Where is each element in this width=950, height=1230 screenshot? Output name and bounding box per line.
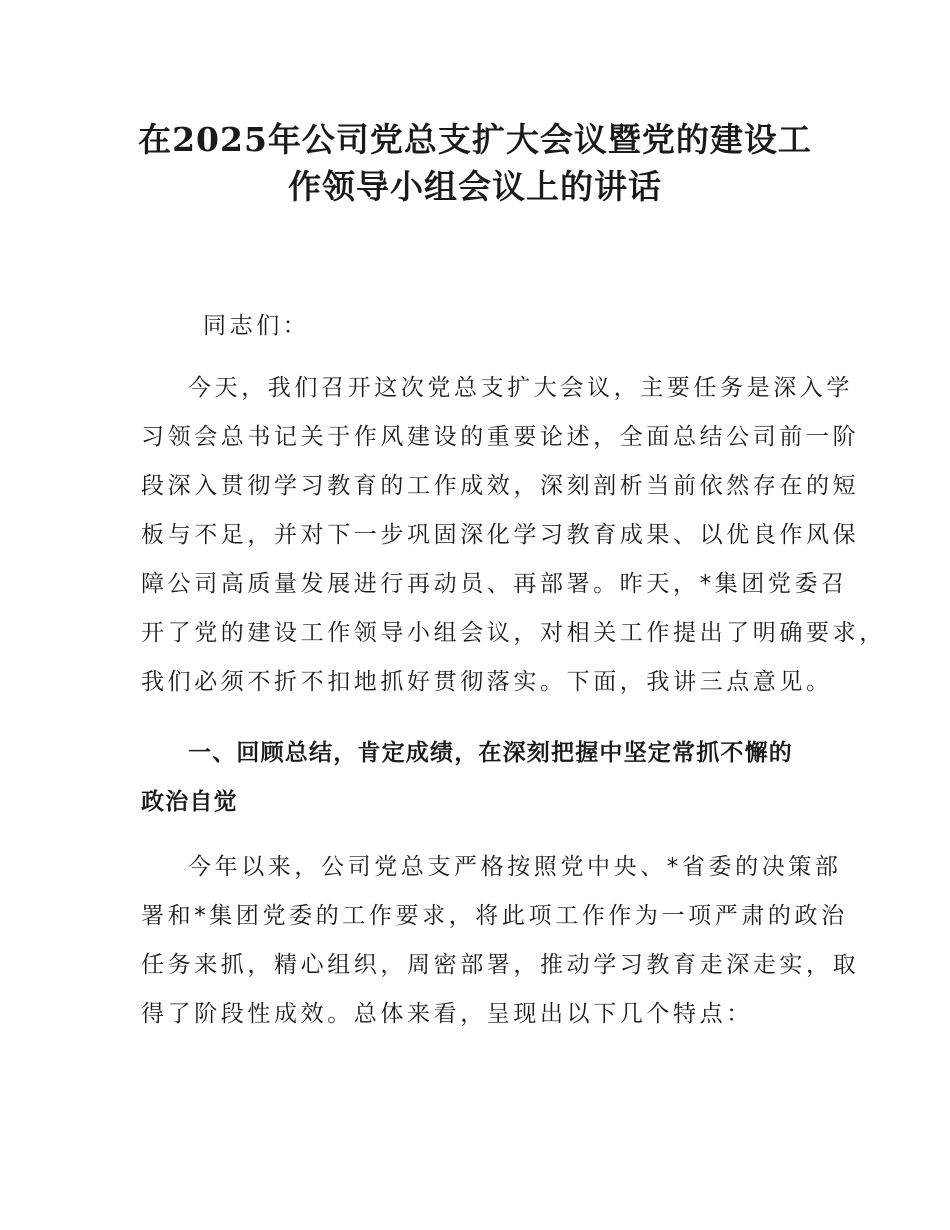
- paragraph-1-line-2: 习领会总书记关于作风建设的重要论述，全面总结公司前一阶: [141, 424, 860, 450]
- document-title-line-1: 在2025年公司党总支扩大会议暨党的建设工: [138, 120, 812, 159]
- paragraph-1-line-7: 我们必须不折不扣地抓好贯彻落实。下面，我讲三点意见。: [141, 669, 833, 695]
- paragraph-2-line-1: 今年以来，公司党总支严格按照党中央、*省委的决策部: [188, 854, 842, 880]
- paragraph-1-line-1: 今天，我们召开这次党总支扩大会议，主要任务是深入学: [188, 375, 853, 401]
- section-heading-1-line-1: 一、回顾总结，肯定成绩，在深刻把握中坚定常抓不懈的: [188, 740, 793, 766]
- salutation: 同志们：: [203, 313, 310, 339]
- paragraph-2-line-2: 署和*集团党委的工作要求，将此项工作作为一项严肃的政治: [141, 903, 848, 929]
- section-heading-1-line-2: 政治自觉: [141, 789, 238, 815]
- paragraph-1-line-4: 板与不足，并对下一步巩固深化学习教育成果、以优良作风保: [141, 522, 860, 548]
- paragraph-2-line-4: 得了阶段性成效。总体来看，呈现出以下几个特点：: [141, 1001, 753, 1027]
- document-title-line-2: 作领导小组会议上的讲话: [288, 167, 662, 206]
- paragraph-2-line-3: 任务来抓，精心组织，周密部署，推动学习教育走深走实，取: [141, 952, 860, 978]
- paragraph-1-line-6: 开了党的建设工作领导小组会议，对相关工作提出了明确要求，: [141, 620, 886, 646]
- paragraph-1-line-3: 段深入贯彻学习教育的工作成效，深刻剖析当前依然存在的短: [141, 473, 860, 499]
- paragraph-1-line-5: 障公司高质量发展进行再动员、再部署。昨天，*集团党委召: [141, 571, 848, 597]
